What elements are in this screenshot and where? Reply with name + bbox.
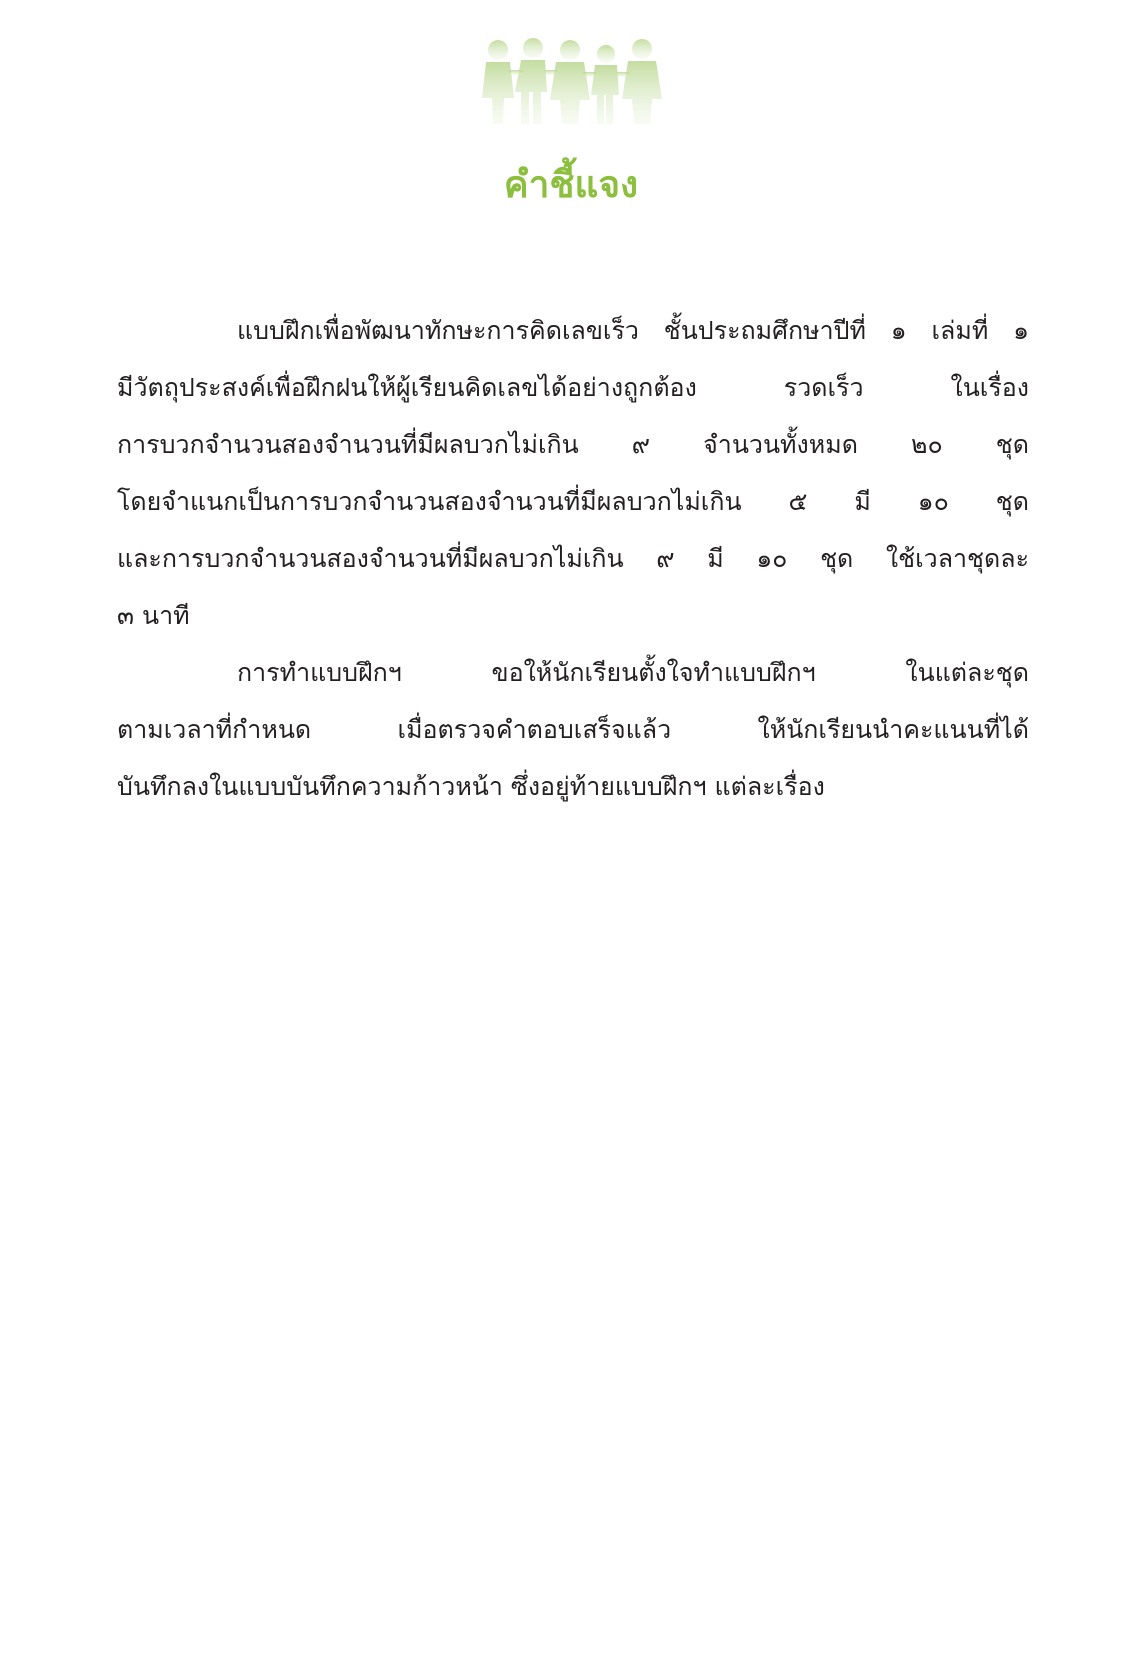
paragraph-purpose bbox=[117, 302, 1029, 644]
paragraph-instructions bbox=[117, 644, 1029, 815]
text-line: โดยจำแนกเป็นการบวกจำนวนสองจำนวนที่มีผลบวกไม่เกิน ๕ มี ๑๐ ชุด bbox=[117, 487, 1029, 516]
page-title: คำชี้แจง bbox=[503, 163, 639, 206]
text-line: ตามเวลาที่กำหนด เมื่อตรวจคำตอบเสร็จแล้ว ให้นักเรียนนำคะแนนที่ได้ bbox=[117, 715, 1029, 744]
text-line: และการบวกจำนวนสองจำนวนที่มีผลบวกไม่เกิน ๙ มี ๑๐ ชุด ใช้เวลาชุดละ bbox=[117, 544, 1029, 573]
text-line: ๓ นาที bbox=[117, 601, 190, 630]
text-line: บันทึกลงในแบบบันทึกความก้าวหน้า ซึ่งอยู่ท้ายแบบฝึกฯ แต่ละเรื่อง bbox=[117, 772, 825, 801]
text-line: มีวัตถุประสงค์เพื่อฝึกฝนให้ผู้เรียนคิดเลขได้อย่างถูกต้อง รวดเร็ว ในเรื่อง bbox=[117, 373, 1029, 402]
text-line: การทำแบบฝึกฯ ขอให้นักเรียนตั้งใจทำแบบฝึกฯ ในแต่ละชุด bbox=[237, 658, 1029, 687]
children-silhouette-icon bbox=[478, 36, 664, 126]
text-line: แบบฝึกเพื่อพัฒนาทักษะการคิดเลขเร็ว ชั้นประถมศึกษาปีที่ ๑ เล่มที่ ๑ bbox=[237, 316, 1029, 345]
body-text bbox=[117, 302, 1029, 815]
text-line: การบวกจำนวนสองจำนวนที่มีผลบวกไม่เกิน ๙ จำนวนทั้งหมด ๒๐ ชุด bbox=[117, 430, 1029, 459]
